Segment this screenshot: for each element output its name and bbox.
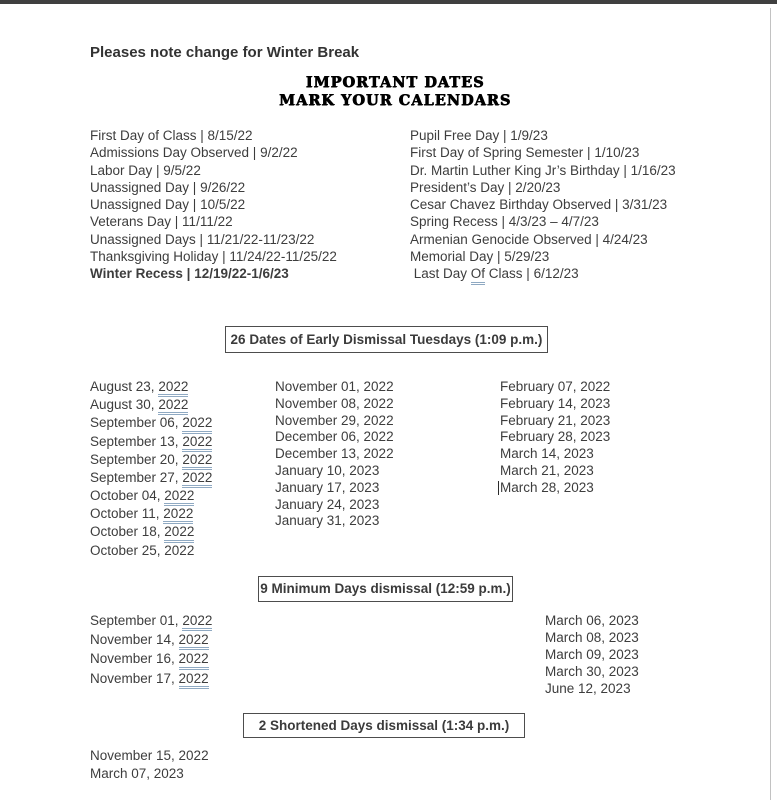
dismissal-date-item: October 04, 2022 [90,488,212,506]
early-dismissal-column-1 [90,379,212,559]
dismissal-date-item: February 21, 2023 [500,412,611,428]
dismissal-date-item: January 24, 2023 [275,496,380,512]
early-dismissal-title: 26 Dates of Early Dismissal Tuesdays (1:09 p.m.) [230,332,543,347]
winter-break-note: Pleases note change for Winter Break [90,44,360,61]
shortened-day-item: March 07, 2023 [90,765,184,781]
dismissal-date-item: September 20, 2022 [90,452,212,470]
important-date-item: President’s Day | 2/20/23 [410,179,561,195]
important-date-item: Memorial Day | 5/29/23 [410,249,550,265]
document-title [0,74,777,109]
dismissal-date-item: October 18, 2022 [90,524,212,542]
minimum-day-item: September 01, 2022 [90,612,212,631]
important-date-item: Last Day Of Class | 6/12/23 [410,265,676,284]
dismissal-date-item: January 10, 2023 [275,462,380,478]
important-date-item: Unassigned Day | 9/26/22 [90,179,246,195]
important-date-item: Spring Recess | 4/3/23 – 4/7/23 [410,214,599,230]
important-date-item: Unassigned Day | 10/5/22 [90,197,246,213]
early-dismissal-column-3 [500,379,610,497]
important-date-item: Armenian Genocide Observed | 4/24/23 [410,231,648,247]
minimum-day-item: March 30, 2023 [545,664,639,680]
minimum-days-left-column [90,612,212,689]
dismissal-date-item: November 29, 2022 [275,412,394,428]
important-date-item: Admissions Day Observed | 9/2/22 [90,145,298,161]
dismissal-date-item: November 01, 2022 [275,379,394,394]
dismissal-date-item: October 11, 2022 [90,506,212,524]
shortened-day-item: November 15, 2022 [90,748,209,763]
important-date-item: Unassigned Days | 11/21/22-11/23/22 [90,231,315,247]
dismissal-date-item: August 30, 2022 [90,397,212,415]
minimum-days-right-column [545,612,639,697]
mark-calendars-heading: MARK YOUR CALENDARS [278,91,512,109]
dismissal-date-item: January 31, 2023 [275,513,380,529]
shortened-days-title-box [243,713,525,738]
dismissal-date-item: March 14, 2023 [500,446,594,462]
important-dates-right-column [410,127,676,285]
dismissal-date-item: September 06, 2022 [90,415,212,433]
minimum-days-title: 9 Minimum Days dismissal (12:59 p.m.) [260,581,511,596]
minimum-day-item: March 09, 2023 [545,647,639,663]
minimum-day-item: June 12, 2023 [545,681,631,697]
early-dismissal-column-2 [275,379,394,530]
dismissal-date-item: November 08, 2022 [275,395,394,411]
dismissal-date-item: December 13, 2022 [275,446,394,462]
dismissal-date-item: February 28, 2023 [500,429,611,445]
dismissal-date-item: August 23, 2022 [90,379,212,397]
minimum-days-title-box [258,576,513,602]
important-date-item: Pupil Free Day | 1/9/23 [410,128,548,143]
dismissal-date-item: March 28, 2023 [500,480,610,497]
important-dates-left-column [90,127,337,283]
important-dates-heading: IMPORTANT DATES [305,74,485,91]
minimum-day-item: November 14, 2022 [90,631,212,650]
dismissal-date-item: September 13, 2022 [90,434,212,452]
dismissal-date-item: January 17, 2023 [275,479,380,495]
dismissal-date-item: February 07, 2022 [500,379,611,394]
dismissal-date-item: October 25, 2022 [90,542,195,558]
important-date-item: First Day of Class | 8/15/22 [90,128,253,143]
important-date-item: Veterans Day | 11/11/22 [90,214,233,230]
minimum-day-item: November 16, 2022 [90,650,212,669]
dismissal-date-item: September 27, 2022 [90,470,212,488]
minimum-day-item: March 08, 2023 [545,630,639,646]
dismissal-date-item: March 21, 2023 [500,462,594,478]
minimum-day-item: November 17, 2022 [90,670,212,689]
shortened-days-title: 2 Shortened Days dismissal (1:34 p.m.) [258,718,510,733]
important-date-item: Winter Recess | 12/19/22-1/6/23 [90,266,289,282]
shortened-days-list [90,747,209,782]
important-date-item: First Day of Spring Semester | 1/10/23 [410,145,640,161]
minimum-day-item: March 06, 2023 [545,613,639,628]
window-top-border [0,0,777,4]
important-date-item: Dr. Martin Luther King Jr’s Birthday | 1/16/23 [410,162,676,178]
page-edge-line [770,8,771,800]
early-dismissal-title-box [225,326,548,353]
important-date-item: Cesar Chavez Birthday Observed | 3/31/23 [410,197,668,213]
dismissal-date-item: February 14, 2023 [500,395,611,411]
important-date-item: Labor Day | 9/5/22 [90,162,201,178]
dismissal-date-item: December 06, 2022 [275,429,394,445]
important-date-item: Thanksgiving Holiday | 11/24/22-11/25/22 [90,249,337,265]
